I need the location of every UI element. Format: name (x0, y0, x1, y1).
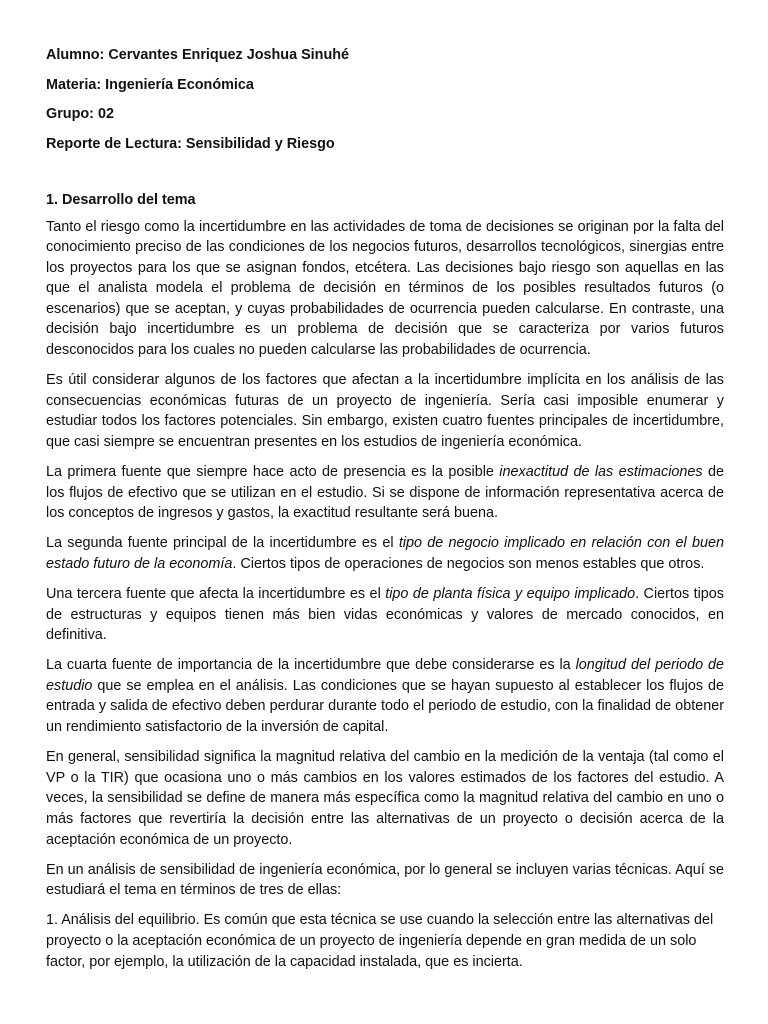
paragraph-3-text-b: de los flujos de efectivo que se utilizan en el estudio. Si se dispone de información representativa acerca de los conceptos de ingresos y gastos, la exactitud resultante será buena. (46, 464, 724, 522)
report-title: Reporte de Lectura: Sensibilidad y Riesgo (46, 135, 335, 152)
paragraph-6-text-b: que se emplea en el análisis. Las condiciones que se hayan supuesto al establecer los flujos de entrada y salida de efectivo deben perdurar durante todo el periodo de estudio, con la finalidad de obtener un rendimiento satisfactorio de la inversión de capital. (46, 677, 724, 736)
paragraph-4-emphasis: tipo de negocio implicado en relación con el buen estado futuro de la economía (46, 535, 724, 572)
paragraph-5-text-b: . Ciertos tipos de estructuras y equipos tienen más bien vidas económicas y valores de mercado conocidos, en definitiva. (46, 586, 724, 644)
paragraph-3-text-a: La primera fuente que siempre hace acto de presencia es la posible (46, 464, 500, 481)
paragraph-9: 1. Análisis del equilibrio. Es común que esta técnica se use cuando la selección entre las alternativas del proyecto o la aceptación económica de un proyecto de ingeniería depende en gran medida de un solo factor, por ejemplo, la utilización de la capacidad instalada, que es incierta. (46, 912, 714, 970)
paragraph-5-text-a: Una tercera fuente que afecta la incertidumbre es el (46, 586, 386, 602)
document-body (46, 46, 724, 982)
subject-name: Materia: Ingeniería Económica (46, 76, 254, 93)
paragraph-6-emphasis: longitud del periodo de estudio (46, 657, 725, 694)
paragraph-7: En general, sensibilidad significa la magnitud relativa del cambio en la medición de la ventaja (tal como el VP o la TIR) que ocasiona uno o más cambios en los valores estimados de los factores del estudio. A veces, la sensibilidad se define de manera más específica como la magnitud relativa del cambio en uno o más factores que revertiría la decisión entre las alternativas de un proyecto o decisión acerca de la aceptación económica de un proyecto. (46, 749, 724, 848)
paragraph-8: En un análisis de sensibilidad de ingeniería económica, por lo general se incluyen varias técnicas. Aquí se estudiará el tema en términos de tres de ellas: (46, 861, 724, 899)
paragraph-2: Es útil considerar algunos de los factores que afectan a la incertidumbre implícita en los análisis de las consecuencias económicas futuras de un proyecto de ingeniería. Sería casi imposible enumerar y estudiar todos los factores potenciales. Sin embargo, existen cuatro fuentes principales de incertidumbre, que casi siempre se encuentran presentes en los estudios de ingeniería económica. (46, 372, 724, 450)
paragraph-5-emphasis: tipo de planta física y equipo implicado (385, 586, 636, 602)
paragraph-3-emphasis: inexactitud de las estimaciones (499, 464, 703, 481)
paragraph-4 (46, 533, 724, 574)
student-name: Alumno: Cervantes Enriquez Joshua Sinuhé (46, 47, 350, 63)
paragraph-3 (46, 462, 724, 524)
paragraph-5 (46, 584, 724, 646)
paragraph-4-text-b: . Ciertos tipos de operaciones de negocios son menos estables que otros. (232, 555, 705, 572)
group-number: Grupo: 02 (46, 106, 114, 122)
section-title: 1. Desarrollo del tema (46, 191, 196, 208)
paragraph-1: Tanto el riesgo como la incertidumbre en las actividades de toma de decisiones se originan por la falta del conocimiento preciso de las condiciones de los negocios futuros, desarrollos tecnológicos, sinergias entre los proyectos para los que se asignan fondos, etcétera. Las decisiones bajo riesgo son aquellas en las que el analista modela el problema de decisión en términos de los posibles resultados futuros (o escenarios) que se aceptan, y cuyas probabilidades de ocurrencia pueden calcularse. En contraste, una decisión bajo incertidumbre es un problema de decisión que se caracteriza por varios futuros desconocidos para los cuales no pueden calcularse las probabilidades de ocurrencia. (46, 218, 724, 359)
paragraph-4-text-a: La segunda fuente principal de la incertidumbre es el (46, 535, 399, 552)
paragraph-6-text-a: La cuarta fuente de importancia de la incertidumbre que debe considerarse es la (46, 657, 576, 674)
paragraph-6 (46, 655, 724, 737)
